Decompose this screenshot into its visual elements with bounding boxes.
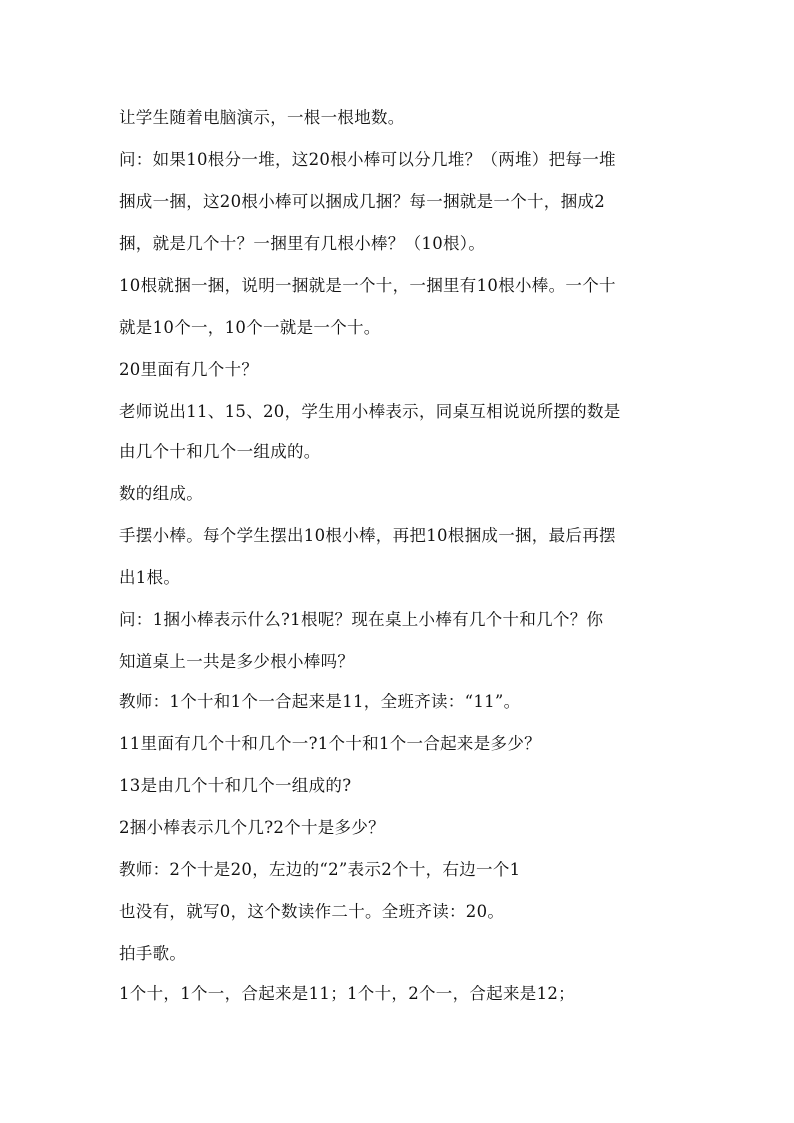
text-line-12: 出1根。 xyxy=(119,568,181,587)
text-line-7: 20里面有几个十？ xyxy=(119,360,259,379)
text-line-16: 11里面有几个十和几个一?1个十和1个一合起来是多少？ xyxy=(119,734,541,753)
text-line-17: 13是由几个十和几个一组成的? xyxy=(119,776,352,795)
text-line-3: 捆成一捆，这20根小棒可以捆成几捆？每一捆就是一个十，捆成2 xyxy=(119,192,605,211)
text-line-6: 就是10个一，10个一就是一个十。 xyxy=(119,318,381,337)
text-line-19: 教师：2个十是20，左边的“2”表示2个十，右边一个1 xyxy=(119,860,521,879)
text-line-9: 由几个十和几个一组成的。 xyxy=(119,442,321,461)
text-line-11: 手摆小棒。每个学生摆出10根小棒，再把10根捆成一捆，最后再摆 xyxy=(119,526,616,545)
text-line-2: 问：如果10根分一堆，这20根小棒可以分几堆？（两堆）把每一堆 xyxy=(119,150,616,169)
text-line-15: 教师：1个十和1个一合起来是11，全班齐读：“11”。 xyxy=(119,692,521,711)
text-line-20: 也没有，就写0，这个数读作二十。全班齐读：20。 xyxy=(119,902,505,921)
text-line-10: 数的组成。 xyxy=(119,484,203,503)
text-line-14: 知道桌上一共是多少根小棒吗？ xyxy=(119,652,355,671)
text-line-4: 捆，就是几个十？一捆里有几根小棒？（10根）。 xyxy=(119,234,486,253)
text-line-22: 1个十，1个一，合起来是11；1个十，2个一，合起来是12； xyxy=(119,984,575,1003)
text-line-18: 2捆小棒表示几个几?2个十是多少？ xyxy=(119,818,385,837)
text-line-13: 问：1捆小棒表示什么?1根呢？现在桌上小棒有几个十和几个？你 xyxy=(119,610,604,629)
text-line-5: 10根就捆一捆，说明一捆就是一个十，一捆里有10根小棒。一个十 xyxy=(119,276,616,295)
text-line-1: 让学生随着电脑演示，一根一根地数。 xyxy=(119,108,405,127)
text-line-8: 老师说出11、15、20，学生用小棒表示，同桌互相说说所摆的数是 xyxy=(119,402,621,421)
text-line-21: 拍手歌。 xyxy=(119,944,187,963)
